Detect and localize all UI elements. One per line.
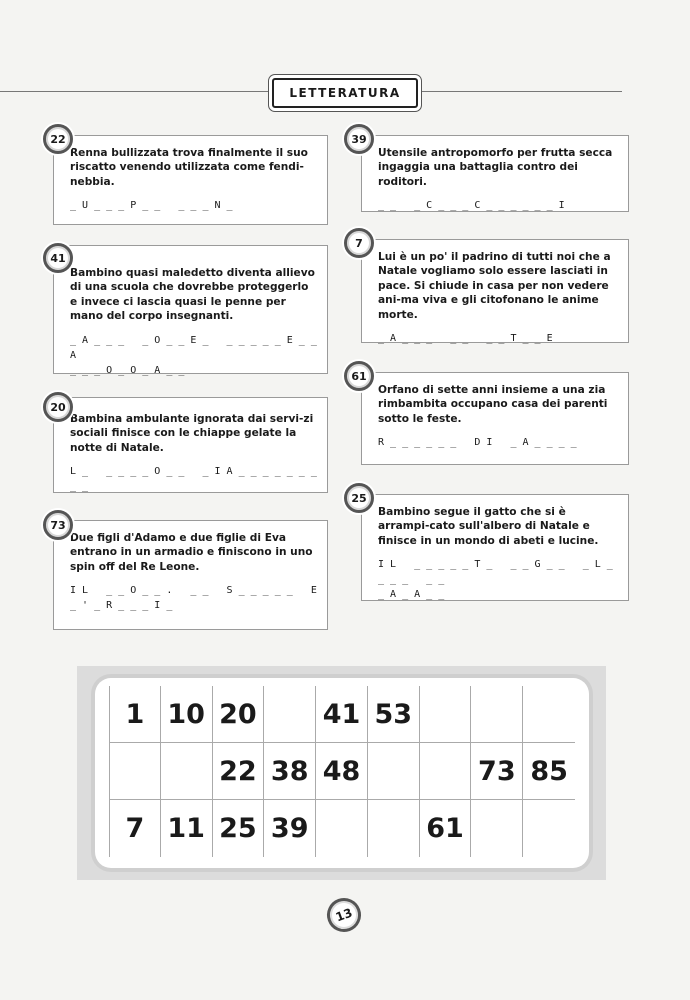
clue-text: Bambina ambulante ignorata dai servi-zi sociali finisce con le chiappe gelate la notte di Natale. xyxy=(70,413,314,454)
tombola-cell: 61 xyxy=(420,800,472,857)
section-title: LETTERATURA xyxy=(272,78,418,108)
tombola-cell xyxy=(471,686,523,743)
clue-card-22 xyxy=(53,135,328,225)
tombola-cell: 38 xyxy=(264,743,316,800)
tombola-cell xyxy=(368,743,420,800)
clue-number-badge: 73 xyxy=(43,510,73,540)
tombola-cell: 53 xyxy=(368,686,420,743)
tombola-cell: 10 xyxy=(161,686,213,743)
clue-card-41 xyxy=(53,245,328,374)
tombola-cell xyxy=(471,800,523,857)
tombola-cell: 7 xyxy=(109,800,161,857)
tombola-cell xyxy=(368,800,420,857)
clue-card-61 xyxy=(361,372,629,465)
tombola-cell xyxy=(420,743,472,800)
tombola-cell xyxy=(161,743,213,800)
tombola-cell: 85 xyxy=(523,743,575,800)
tombola-grid xyxy=(109,686,575,857)
tombola-cell: 48 xyxy=(316,743,368,800)
clue-text xyxy=(70,531,317,574)
answer-blanks: I L _ _ O _ _ . _ _ S _ _ _ _ _ E _ ' _ R _ _ _ I _ xyxy=(70,585,317,612)
answer-blanks: _ A _ _ _ _ O _ _ E _ _ _ _ _ _ E _ _ A _ _ _ O _ O _ A _ _ xyxy=(70,334,317,376)
tombola-cell: 25 xyxy=(213,800,265,857)
tombola-cell: 22 xyxy=(213,743,265,800)
tombola-cell xyxy=(264,686,316,743)
clue-number-badge: 39 xyxy=(344,124,374,154)
clue-text: Bambino segue il gatto che si è arrampi-cato sull'albero di Natale e finisce in un mondo di abeti e lucine. xyxy=(378,506,599,547)
clue-card-73 xyxy=(53,520,328,630)
clue-text: Bambino quasi maledetto diventa allievo di una scuola che dovrebbe proteggerlo e invece ci lascia quasi le penne per mano del corpo insegnanti. xyxy=(70,267,315,323)
tombola-cell xyxy=(420,686,472,743)
clue-text: Lui è un po' il padrino di tutti noi che a Natale vogliamo solo essere lasciati in pace. Si chiude in casa per non vedere ani-ma viva e gli citofonano le anime morte. xyxy=(378,251,611,321)
tombola-cell: 39 xyxy=(264,800,316,857)
answer-blanks: _ _ _ C _ _ _ C _ _ _ _ _ _ I xyxy=(378,200,565,212)
tombola-cell xyxy=(523,686,575,743)
clue-text: Utensile antropomorfo per frutta secca ingaggia una battaglia contro dei roditori. xyxy=(378,147,613,188)
tombola-cell: 1 xyxy=(109,686,161,743)
tombola-cell: 73 xyxy=(471,743,523,800)
tombola-card xyxy=(77,666,606,880)
clue-text-part: Due figli d'Adamo e due figlie di Eva entrano in un armadio e finiscono in uno spin off del Re Leone. xyxy=(70,532,313,573)
clue-number-badge: 25 xyxy=(344,483,374,513)
tombola-cell xyxy=(316,800,368,857)
tombola-cell: 20 xyxy=(213,686,265,743)
tombola-cell xyxy=(109,743,161,800)
clue-number-badge: 41 xyxy=(43,243,73,273)
answer-blanks: _ A _ _ _ _ _ _ _ T _ _ E xyxy=(378,333,553,345)
clue-number-badge: 22 xyxy=(43,124,73,154)
clue-text: Orfano di sette anni insieme a una zia rimbambita occupano casa dei parenti sotto le feste. xyxy=(378,384,608,425)
clue-card-20 xyxy=(53,397,328,493)
clue-number-badge: 61 xyxy=(344,361,374,391)
tombola-cell: 11 xyxy=(161,800,213,857)
clue-card-39 xyxy=(361,135,629,212)
clue-card-25 xyxy=(361,494,629,601)
answer-blanks: I L _ _ _ _ _ T _ _ _ G _ _ _ L _ _ _ _ _ _ _ A _ A _ _ xyxy=(378,559,613,601)
clue-number-badge: 7 xyxy=(344,228,374,258)
page-number: 13 xyxy=(322,893,366,937)
clue-text: Renna bullizzata trova finalmente il suo riscatto venendo utilizzata come fendi-nebbia. xyxy=(70,147,308,188)
tombola-cell xyxy=(523,800,575,857)
answer-blanks: _ U _ _ _ P _ _ _ _ _ N _ xyxy=(70,200,233,212)
answer-blanks: R _ _ _ _ _ _ D I _ A _ _ _ _ xyxy=(378,437,577,449)
tombola-cell: 41 xyxy=(316,686,368,743)
clue-card-7 xyxy=(361,239,629,343)
answer-blanks: L _ _ _ _ _ O _ _ _ I A _ _ _ _ _ _ _ _ _ xyxy=(70,466,323,493)
clue-number-badge: 20 xyxy=(43,392,73,422)
